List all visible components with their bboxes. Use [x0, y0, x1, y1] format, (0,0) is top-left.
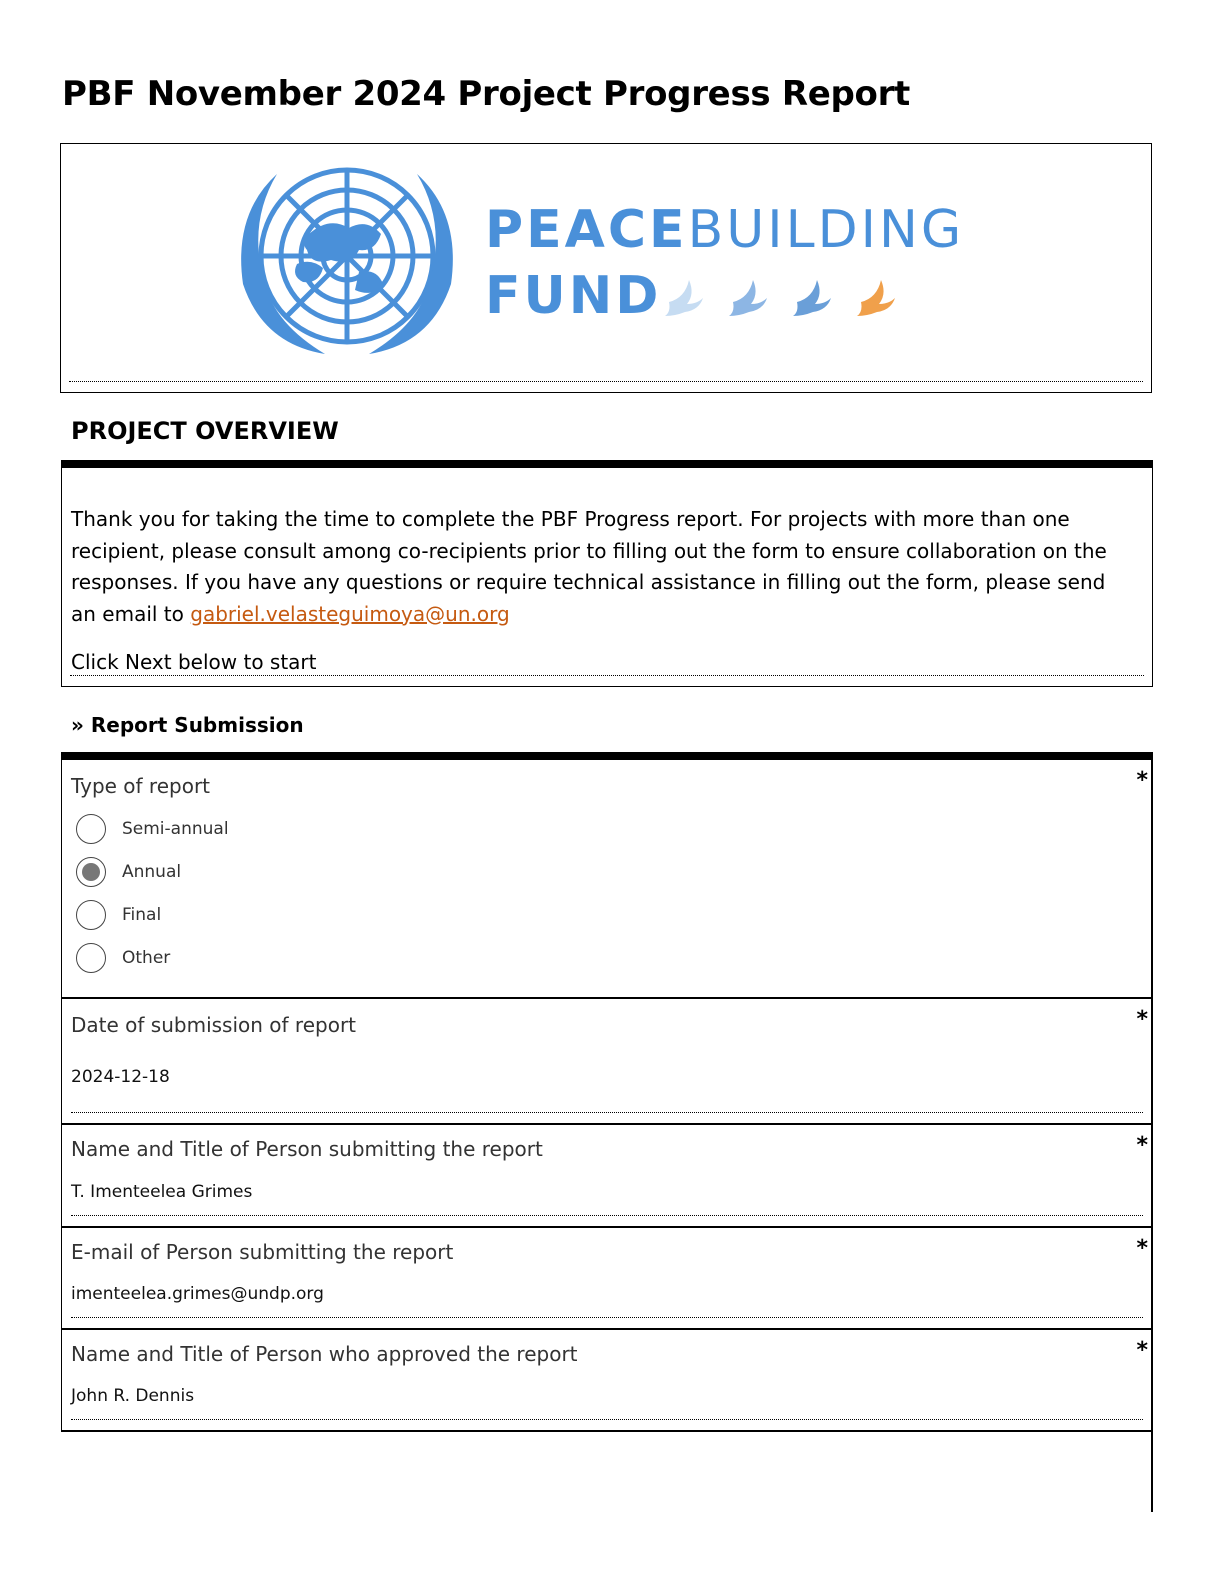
logo-wordmark-line1 — [485, 200, 964, 260]
radio-label: Semi-annual — [122, 819, 229, 839]
dove-icon — [857, 280, 895, 316]
submission-date-question — [61, 999, 1153, 1125]
required-marker: * — [1136, 1338, 1148, 1363]
field-underline — [71, 1419, 1143, 1420]
report-submission-heading: » Report Submission — [71, 713, 304, 737]
doves-icon — [665, 272, 905, 320]
submission-date-field[interactable]: 2024-12-18 — [71, 1067, 170, 1087]
radio-label: Annual — [122, 862, 182, 882]
logo-word-peace: PEACE — [485, 200, 688, 260]
overview-text — [71, 504, 1131, 630]
logo-banner — [60, 143, 1152, 393]
submitter-email-field[interactable]: imenteelea.grimes@undp.org — [71, 1284, 324, 1304]
field-underline — [71, 1112, 1143, 1113]
radio-button[interactable] — [76, 814, 106, 844]
page-title: PBF November 2024 Project Progress Report — [62, 74, 911, 114]
report-type-question — [61, 760, 1153, 999]
radio-option-semi-annual[interactable] — [76, 814, 229, 844]
submitter-name-field[interactable]: T. Imenteelea Grimes — [71, 1182, 253, 1202]
required-marker: * — [1136, 1007, 1148, 1032]
contact-email-link[interactable]: gabriel.velasteguimoya@un.org — [190, 601, 510, 626]
logo-word-fund: FUND — [485, 266, 662, 326]
un-emblem-icon — [227, 164, 467, 364]
submitter-name-question — [61, 1125, 1153, 1228]
approver-name-field[interactable]: John R. Dennis — [71, 1386, 195, 1406]
project-overview-heading: PROJECT OVERVIEW — [71, 417, 339, 445]
start-instruction: Click Next below to start — [71, 650, 317, 674]
radio-button-selected[interactable] — [76, 857, 106, 887]
required-marker: * — [1136, 1236, 1148, 1261]
question-label: E-mail of Person submitting the report — [71, 1240, 454, 1264]
radio-label: Other — [122, 948, 171, 968]
field-underline — [71, 1215, 1143, 1216]
question-label: Name and Title of Person who approved the report — [71, 1342, 578, 1366]
dove-icon — [665, 280, 703, 316]
radio-label: Final — [122, 905, 162, 925]
question-label: Name and Title of Person submitting the report — [71, 1137, 543, 1161]
submitter-email-question — [61, 1228, 1153, 1330]
question-label: Date of submission of report — [71, 1013, 357, 1037]
required-marker: * — [1136, 768, 1148, 793]
divider — [69, 381, 1143, 382]
radio-button[interactable] — [76, 943, 106, 973]
radio-button[interactable] — [76, 900, 106, 930]
radio-selected-dot — [82, 863, 100, 881]
required-marker: * — [1136, 1133, 1148, 1158]
dove-icon — [729, 280, 767, 316]
form-top-border — [61, 752, 1153, 760]
field-underline — [71, 1317, 1143, 1318]
overview-intro: Thank you for taking the time to complete the PBF Progress report. For projects with more than one recipient, please consult among co-recipients prior to filling out the form to ensure collaboration on the responses. If you have any questions or require technical assistance in filling out the form, please send an email to — [71, 507, 1107, 626]
overview-panel — [61, 460, 1153, 687]
radio-option-other[interactable] — [76, 943, 170, 973]
dove-icon — [793, 280, 831, 316]
logo-word-building: BUILDING — [687, 200, 965, 260]
radio-option-final[interactable] — [76, 900, 161, 930]
divider — [70, 675, 1144, 676]
radio-option-annual[interactable] — [76, 857, 181, 887]
approver-name-question — [61, 1330, 1153, 1432]
question-label: Type of report — [71, 774, 211, 798]
